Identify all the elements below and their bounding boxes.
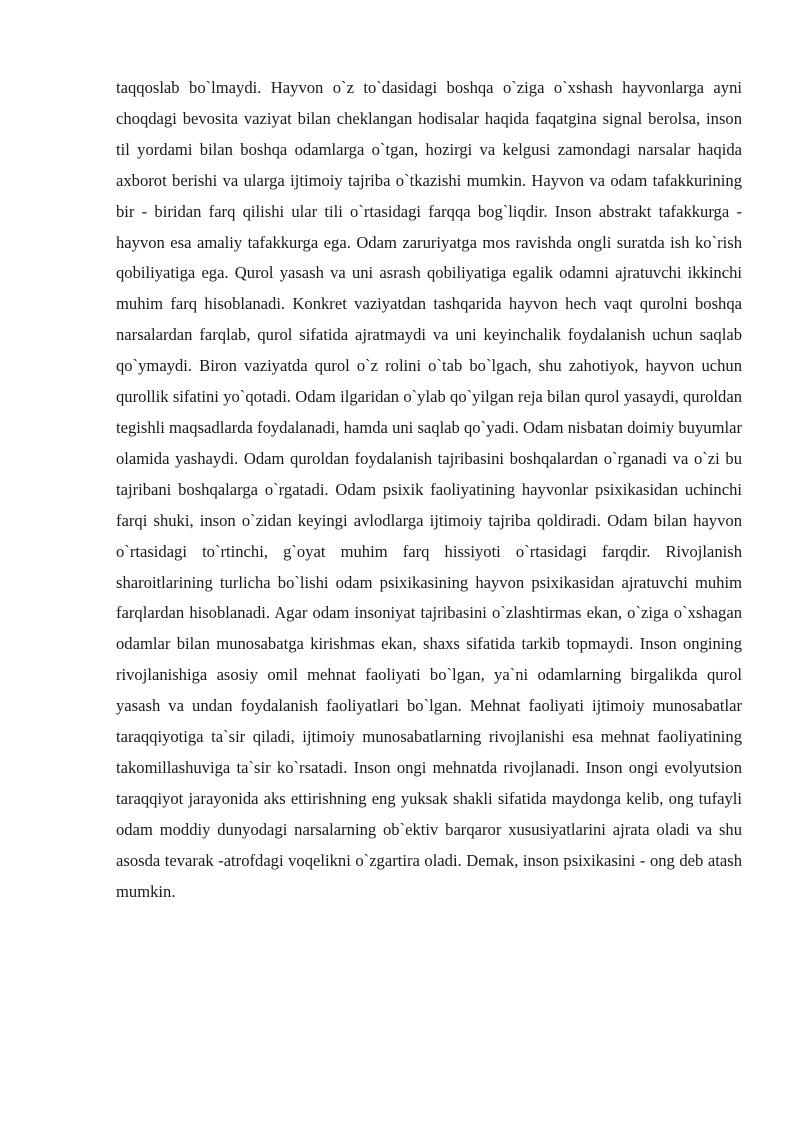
body-paragraph: taqqoslab bo`lmaydi. Hayvon o`z to`dasidagi boshqa o`ziga o`xshash hayvonlarga ayni choqdagi bevosita vaziyat bilan cheklangan hodisalar haqida faqatgina signal berolsa, inson til yordami bilan boshqa odamlarga o`tgan, hozirgi va kelgusi zamondagi narsalar haqida axborot berishi va ularga ijtimoiy tajriba o`tkazishi mumkin. Hayvon va odam tafakkurining bir - biridan farq qilishi ular tili o`rtasidagi farqqa bog`liqdir. Inson abstrakt tafakkurga - hayvon esa amaliy tafakkurga ega. Odam zaruriyatga mos ravishda ongli suratda ish ko`rish qobiliyatiga ega. Qurol yasash va uni asrash qobiliyatiga egalik odamni ajratuvchi ikkinchi muhim farq hisoblanadi. Konkret vaziyatdan tashqarida hayvon hech vaqt qurolni boshqa narsalardan farqlab, qurol sifatida ajratmaydi va uni keyinchalik foydalanish uchun saqlab qo`ymaydi. Biron vaziyatda qurol o`z rolini o`tab bo`lgach, shu zahotiyok, hayvon uchun qurollik sifatini yo`qotadi. Odam ilgaridan o`ylab qo`yilgan reja bilan qurol yasaydi, quroldan tegishli maqsadlarda foydalanadi, hamda uni saqlab qo`yadi. Odam nisbatan doimiy buyumlar olamida yashaydi. Odam quroldan foydalanish tajribasini boshqalardan o`rganadi va o`zi bu tajribani boshqalarga o`rgatadi. Odam psixik faoliyatining hayvonlar psixikasidan uchinchi farqi shuki, inson o`zidan keyingi avlodlarga ijtimoiy tajriba qoldiradi. Odam bilan hayvon o`rtasidagi to`rtinchi, g`oyat muhim farq hissiyoti o`rtasidagi farqdir. Rivojlanish sharoitlarining turlicha bo`lishi odam psixikasining hayvon psixikasidan ajratuvchi muhim farqlardan hisoblanadi. Agar odam insoniyat tajribasini o`zlashtirmas ekan, o`ziga o`xshagan odamlar bilan munosabatga kirishmas ekan, shaxs sifatida tarkib topmaydi. Inson ongining rivojlanishiga asosiy omil mehnat faoliyati bo`lgan, ya`ni odamlarning birgalikda qurol yasash va undan foydalanish faoliyatlari bo`lgan. Mehnat faoliyati ijtimoiy munosabatlar taraqqiyotiga ta`sir qiladi, ijtimoiy munosabatlarning rivojlanishi esa mehnat faoliyatining takomillashuviga ta`sir ko`rsatadi. Inson ongi mehnatda rivojlanadi. Inson ongi evolyutsion taraqqiyot jarayonida aks ettirishning eng yuksak shakli sifatida maydonga kelib, ong tufayli odam moddiy dunyodagi narsalarning ob`ektiv barqaror xususiyatlarini ajrata oladi va shu asosda tevarak -atrofdagi voqelikni o`zgartira oladi. Demak, inson psixikasini - ong deb atash mumkin.	[116, 78, 742, 901]
